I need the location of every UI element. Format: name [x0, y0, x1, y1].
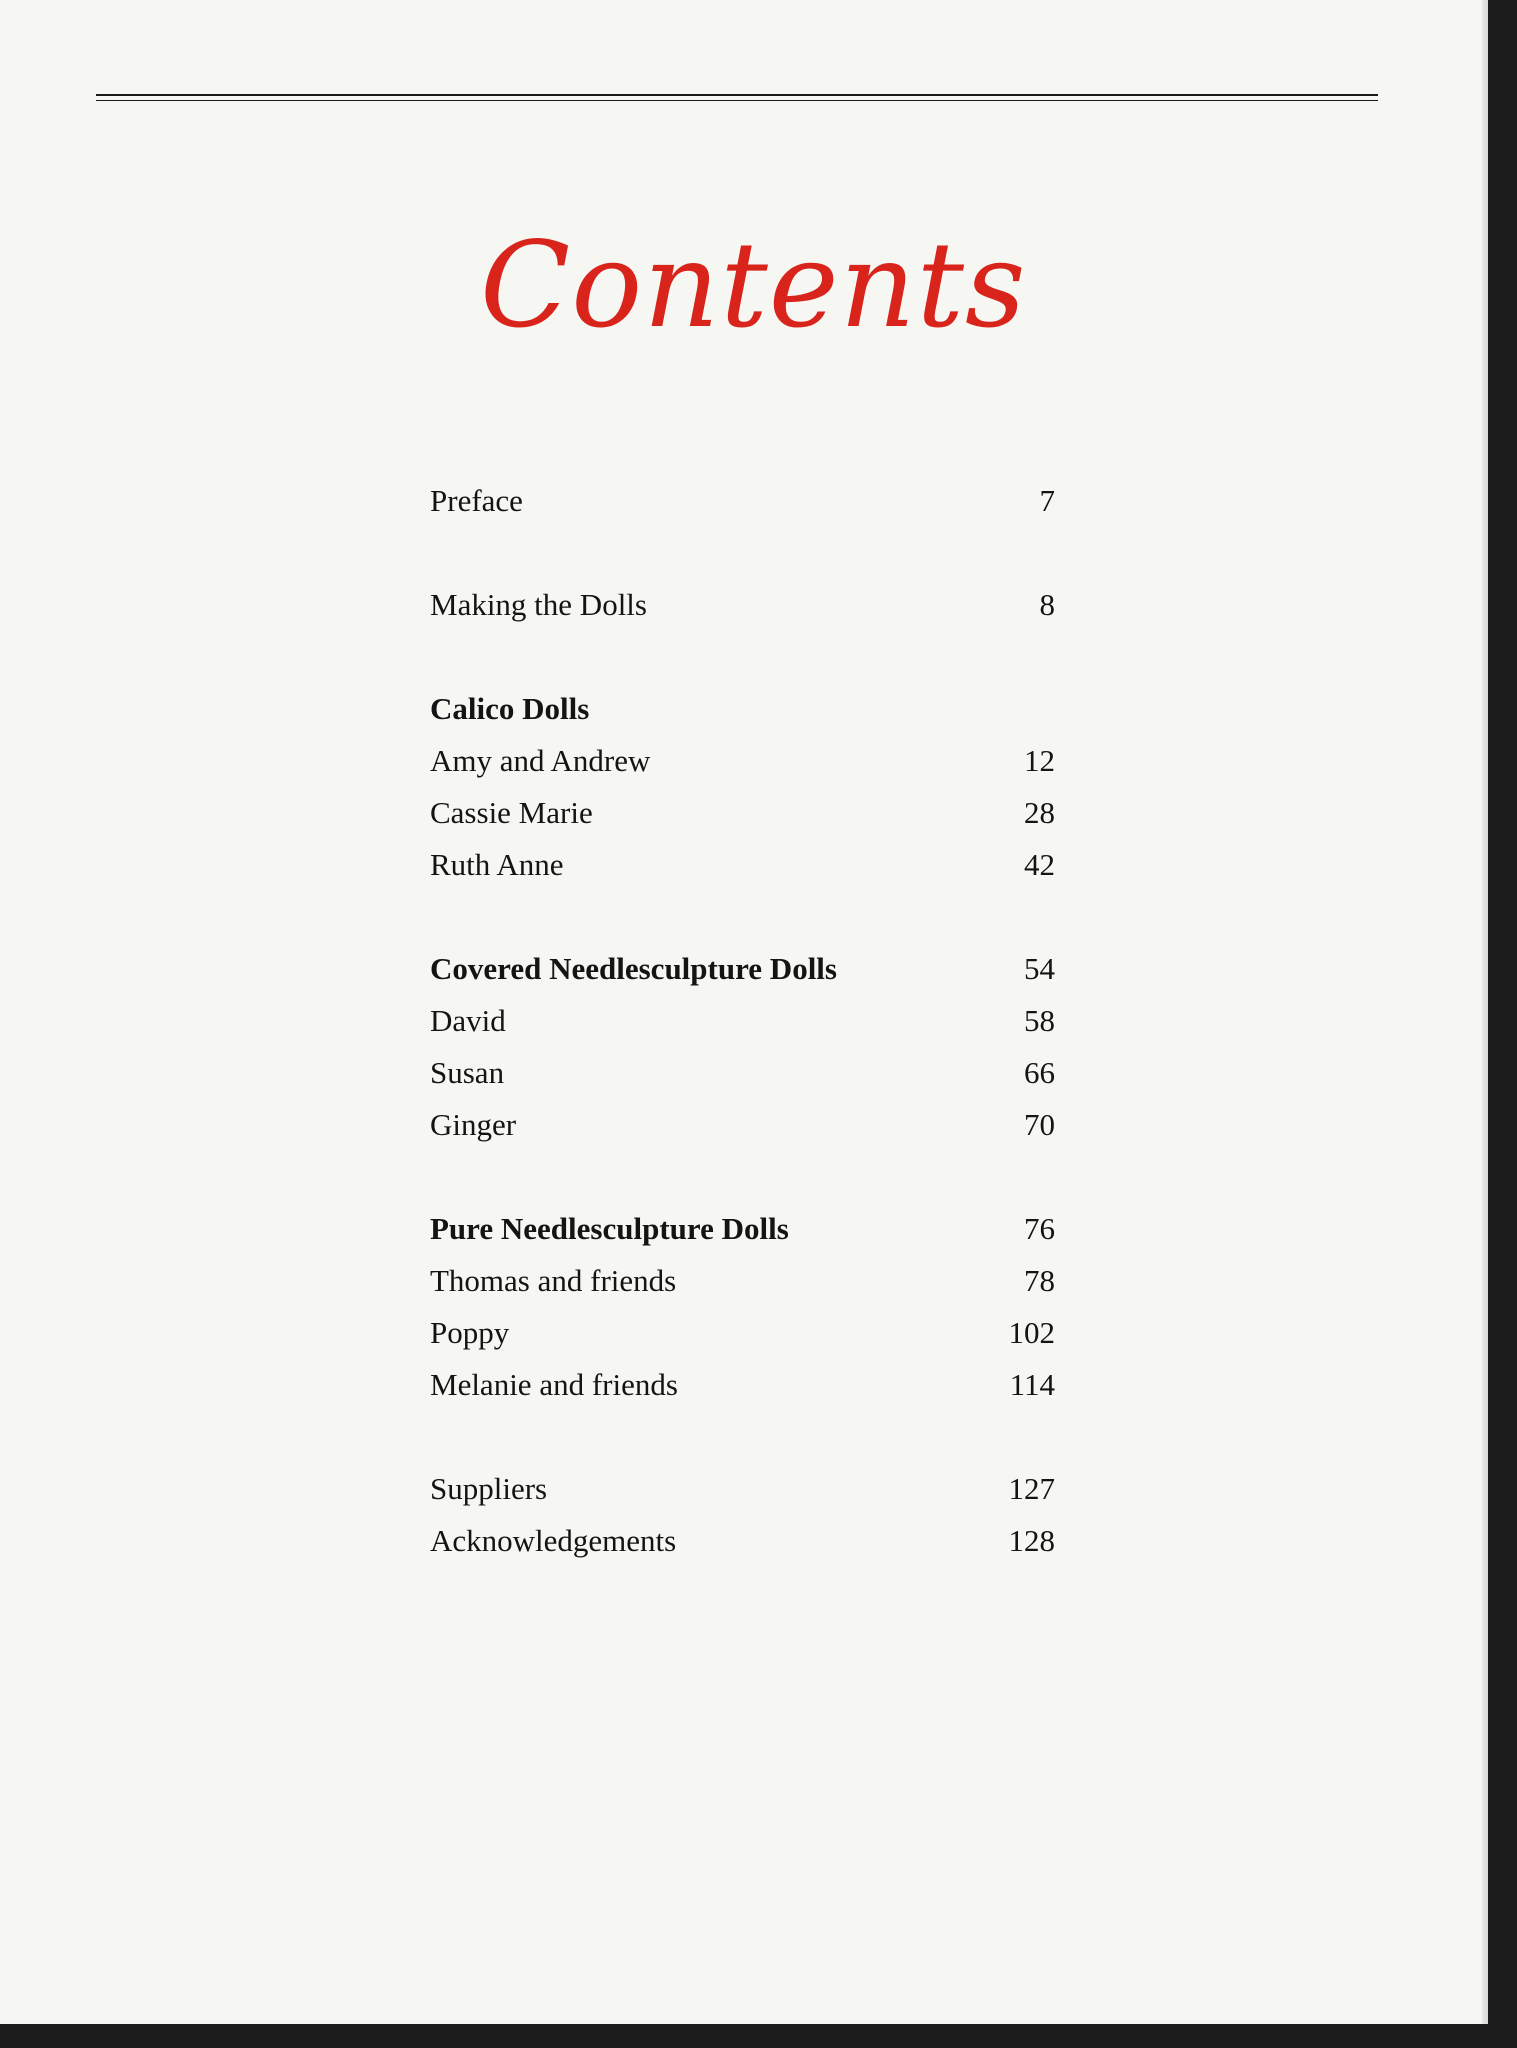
toc-entry-page: 70: [1024, 1107, 1055, 1142]
toc-section-title: Covered Needlesculpture Dolls: [430, 951, 837, 986]
toc-entry: [430, 579, 1055, 631]
toc-entry-page: 127: [1008, 1471, 1055, 1506]
toc-entry: [430, 1307, 1055, 1359]
toc-entry: [430, 839, 1055, 891]
toc-entry-title: Thomas and friends: [430, 1263, 677, 1298]
toc-entry-title: Suppliers: [430, 1471, 548, 1506]
table-of-contents: [430, 475, 1055, 1567]
toc-entry-title: Amy and Andrew: [430, 743, 651, 778]
toc-entry-page: 78: [1024, 1263, 1055, 1298]
toc-section-heading: [430, 683, 1055, 735]
toc-entry-title: Making the Dolls: [430, 587, 647, 622]
toc-section-heading: [430, 1203, 1055, 1255]
toc-section-title: Pure Needlesculpture Dolls: [430, 1211, 789, 1246]
toc-entry-title: Poppy: [430, 1315, 510, 1350]
toc-entry-title: Cassie Marie: [430, 795, 593, 830]
toc-section-page: 76: [1024, 1211, 1055, 1246]
toc-entry-page: 12: [1024, 743, 1055, 778]
toc-entry-page: 8: [1039, 587, 1055, 622]
toc-entry: [430, 1515, 1055, 1567]
page-title: Contents: [480, 216, 1027, 354]
toc-entry-page: 128: [1008, 1523, 1055, 1558]
toc-entry-page: 66: [1024, 1055, 1055, 1090]
toc-entry-title: David: [430, 1003, 506, 1038]
toc-entry: [430, 1047, 1055, 1099]
toc-section-title: Calico Dolls: [430, 691, 590, 726]
top-rule-thin: [96, 100, 1378, 101]
toc-section-page: 54: [1024, 951, 1055, 986]
toc-entry: [430, 787, 1055, 839]
toc-entry-title: Ruth Anne: [430, 847, 564, 882]
toc-entry-page: 102: [1008, 1315, 1055, 1350]
toc-entry: [430, 1463, 1055, 1515]
toc-entry-title: Melanie and friends: [430, 1367, 678, 1402]
toc-entry-page: 28: [1024, 795, 1055, 830]
toc-entry-page: 42: [1024, 847, 1055, 882]
top-rule: [96, 94, 1378, 96]
toc-entry: [430, 735, 1055, 787]
toc-entry: [430, 1359, 1055, 1411]
toc-entry: [430, 1099, 1055, 1151]
toc-entry-title: Susan: [430, 1055, 505, 1090]
toc-entry-title: Acknowledgements: [430, 1523, 677, 1558]
toc-entry-page: 7: [1039, 483, 1055, 518]
toc-entry-title: Preface: [430, 483, 523, 518]
toc-entry: [430, 475, 1055, 527]
toc-section-heading: [430, 943, 1055, 995]
toc-entry-page: 114: [1009, 1367, 1055, 1402]
toc-entry-page: 58: [1024, 1003, 1055, 1038]
toc-entry: [430, 1255, 1055, 1307]
toc-entry-title: Ginger: [430, 1107, 517, 1142]
toc-entry: [430, 995, 1055, 1047]
